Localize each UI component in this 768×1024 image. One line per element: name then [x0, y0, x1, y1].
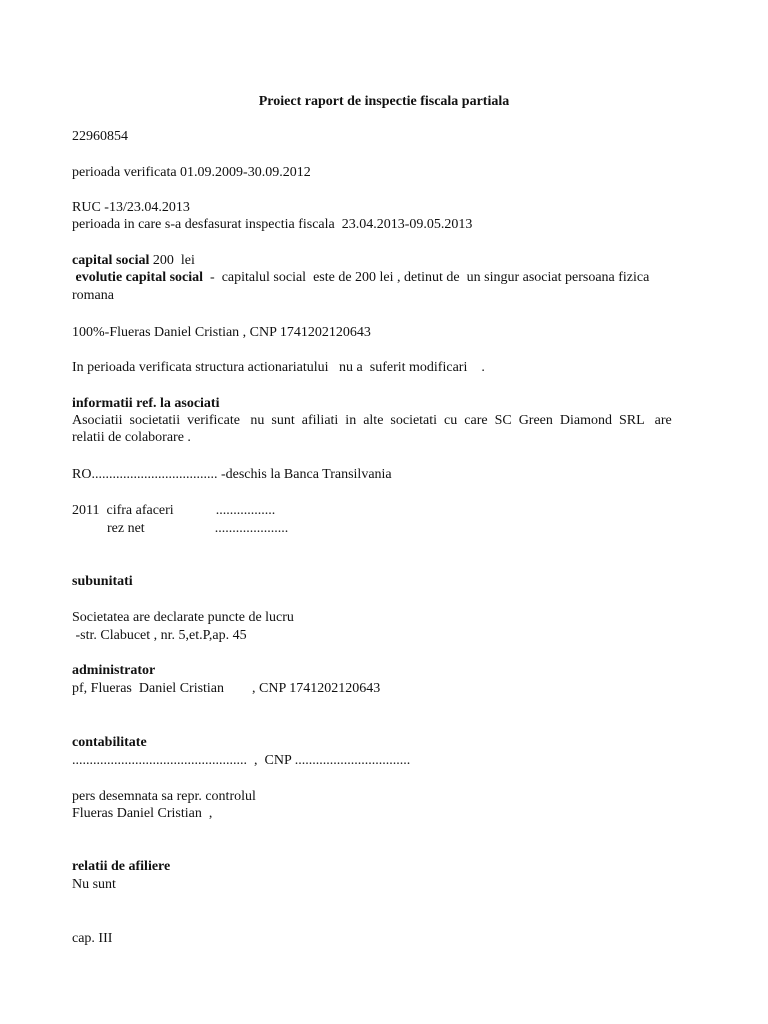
chapter-heading: cap. III	[72, 931, 113, 946]
capital-social-line	[72, 252, 195, 269]
document-title: Proiect raport de inspectie fiscala partiala	[258, 94, 510, 109]
capital-social-value: 200 lei	[149, 253, 195, 268]
subunits-label: subunitati	[72, 574, 133, 589]
turnover-row: 2011 cifra afaceri .................	[72, 503, 276, 518]
affiliation-text: Nu sunt	[72, 877, 116, 892]
verified-period: perioada verificata 01.09.2009-30.09.2012	[72, 165, 311, 180]
capital-evolution-text: - capitalul social este de 200 lei , detinut de un singur asociat persoana fizica	[203, 270, 650, 285]
ruc-reference: RUC -13/23.04.2013	[72, 200, 190, 215]
shareholder-line: 100%-Flueras Daniel Cristian , CNP 1741202120643	[72, 325, 371, 340]
shareholding-structure: In perioada verificata structura actionariatului nu a suferit modificari .	[72, 360, 485, 375]
administrator-label: administrator	[72, 663, 156, 678]
net-result-row: rez net .....................	[72, 521, 289, 536]
accounting-label: contabilitate	[72, 735, 147, 750]
administrator-text: pf, Flueras Daniel Cristian , CNP 1741202120643	[72, 681, 381, 696]
capital-social-label: capital social	[72, 253, 150, 268]
capital-evolution-text-cont: romana	[72, 288, 114, 303]
representative-name: Flueras Daniel Cristian ,	[72, 806, 213, 821]
subunits-address: -str. Clabucet , nr. 5,et.P,ap. 45	[72, 628, 247, 643]
accounting-text: .................................................. , CNP .................................	[72, 753, 411, 768]
cui-number: 22960854	[72, 129, 128, 144]
subunits-text: Societatea are declarate puncte de lucru	[72, 610, 294, 625]
associates-text-cont: relatii de colaborare .	[72, 430, 191, 445]
capital-evolution-label: evolutie capital social	[72, 270, 204, 285]
inspection-period: perioada in care s-a desfasurat inspectia fiscala 23.04.2013-09.05.2013	[72, 217, 473, 232]
bank-account: RO.................................... -deschis la Banca Transilvania	[72, 467, 392, 482]
associates-label: informatii ref. la asociati	[72, 396, 220, 411]
affiliation-label: relatii de afiliere	[72, 859, 171, 874]
capital-evolution-line	[72, 269, 649, 286]
representative-text: pers desemnata sa repr. controlul	[72, 789, 256, 804]
associates-text: Asociatii societatii verificate nu sunt afiliati in alte societati cu care SC Green Diamond SRL are	[72, 413, 672, 428]
